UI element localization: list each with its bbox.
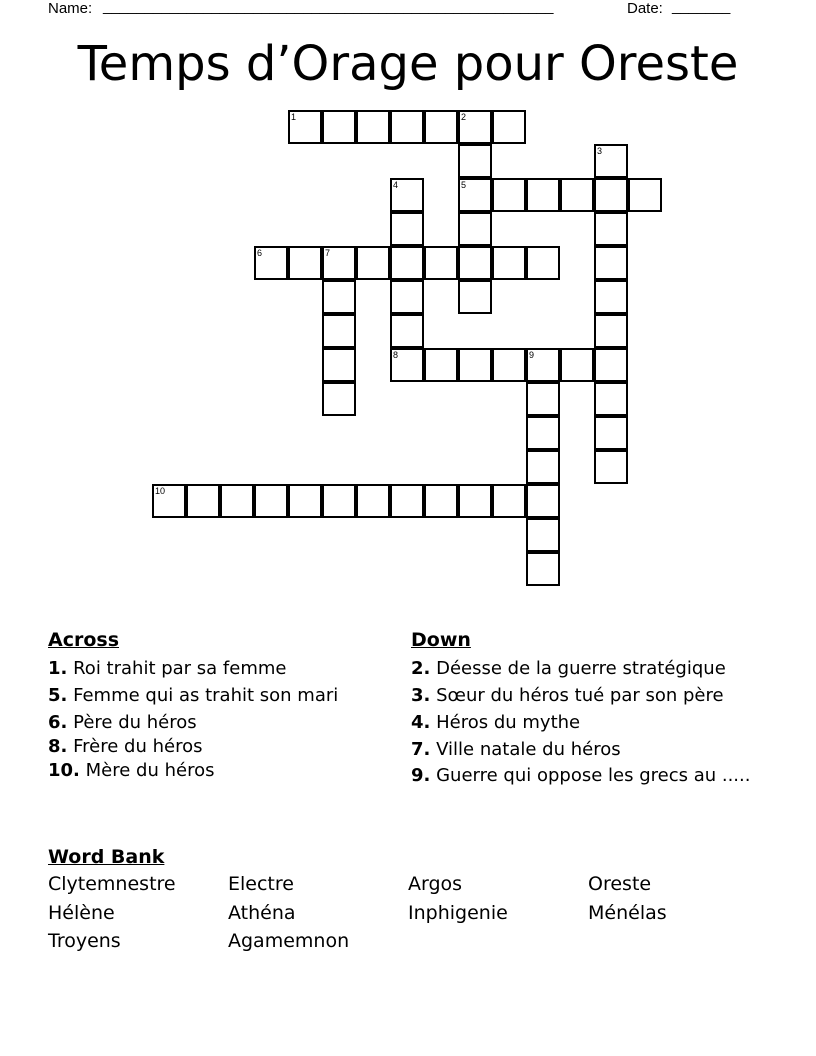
crossword-cell[interactable] [492,246,526,280]
clue-number: 3. [411,685,431,706]
crossword-cell[interactable] [526,450,560,484]
crossword-cell[interactable] [526,552,560,586]
crossword-cell[interactable] [390,246,424,280]
crossword-cell[interactable] [492,348,526,382]
crossword-cell[interactable] [492,110,526,144]
clue-number: 9. [411,765,431,786]
cell-number: 10 [155,486,166,496]
clue-across-8 [48,734,338,760]
clue-down-9 [411,764,751,788]
cell-number: 8 [393,350,399,360]
crossword-cell[interactable] [288,110,322,144]
down-heading: Down [411,629,471,651]
clue-text: Père du héros [73,712,197,733]
crossword-cell[interactable] [288,484,322,518]
word-bank-item: Oreste [588,873,652,895]
word-bank-item: Hélène [48,902,115,924]
page-title: Temps d’Orage pour Oreste [77,36,739,92]
crossword-cell[interactable] [322,484,356,518]
crossword-cell[interactable] [390,484,424,518]
word-bank-item: Electre [228,873,294,895]
cell-number: 6 [257,248,263,258]
crossword-cell[interactable] [356,246,390,280]
crossword-cell[interactable] [356,110,390,144]
crossword-cell[interactable] [322,314,356,348]
crossword-cell[interactable] [594,280,628,314]
clue-text: Femme qui as trahit son mari [73,685,339,706]
crossword-cell[interactable] [492,178,526,212]
crossword-cell[interactable] [526,382,560,416]
name-line[interactable]: ______________________________________________________ [103,0,554,15]
date-label: Date: [627,0,663,17]
crossword-cell[interactable] [594,314,628,348]
clue-text: Mère du héros [85,760,215,781]
clue-number: 6. [48,712,68,733]
crossword-cell[interactable] [560,348,594,382]
crossword-cell[interactable] [526,348,560,382]
crossword-cell[interactable] [526,484,560,518]
crossword-cell[interactable] [628,178,662,212]
cell-number: 1 [291,112,297,122]
clue-down-4 [411,710,751,736]
crossword-cell[interactable] [492,484,526,518]
crossword-cell[interactable] [594,246,628,280]
clue-number: 5. [48,685,68,706]
crossword-cell[interactable] [458,178,492,212]
crossword-cell[interactable] [594,382,628,416]
cell-number: 9 [529,350,535,360]
date-line[interactable]: _______ [672,0,731,15]
clue-number: 2. [411,658,431,679]
crossword-cell[interactable] [390,280,424,314]
crossword-cell[interactable] [390,314,424,348]
clue-down-3 [411,683,751,709]
word-bank-item: Agamemnon [228,930,350,952]
across-clues [48,656,338,784]
crossword-cell[interactable] [526,246,560,280]
crossword-cell[interactable] [322,110,356,144]
clue-number: 1. [48,658,68,679]
crossword-cell[interactable] [560,178,594,212]
crossword-cell[interactable] [390,212,424,246]
down-clues [411,656,751,788]
clue-text: Ville natale du héros [436,739,621,760]
crossword-cell[interactable] [458,484,492,518]
word-bank-item: Troyens [48,930,121,952]
clue-text: Guerre qui oppose les grecs au ..... [436,765,751,786]
crossword-cell[interactable] [322,382,356,416]
clue-number: 10. [48,760,80,781]
cell-number: 5 [461,180,467,190]
crossword-cell[interactable] [322,280,356,314]
clue-text: Frère du héros [73,736,203,757]
clue-number: 4. [411,712,431,733]
crossword-cell[interactable] [152,484,186,518]
crossword-cell[interactable] [458,280,492,314]
crossword-cell[interactable] [424,110,458,144]
crossword-cell[interactable] [322,246,356,280]
crossword-cell[interactable] [254,484,288,518]
crossword-cell[interactable] [594,178,628,212]
crossword-cell[interactable] [526,178,560,212]
crossword-cell[interactable] [322,348,356,382]
crossword-cell[interactable] [594,144,628,178]
cell-number: 4 [393,180,399,190]
crossword-cell[interactable] [458,144,492,178]
crossword-cell[interactable] [254,246,288,280]
crossword-cell[interactable] [526,518,560,552]
word-bank-item: Argos [408,873,463,895]
crossword-cell[interactable] [594,348,628,382]
cell-number: 2 [461,112,467,122]
clue-text: Héros du mythe [436,712,581,733]
word-bank-item: Inphigenie [408,902,508,924]
crossword-cell[interactable] [288,246,322,280]
crossword-cell[interactable] [458,246,492,280]
crossword-cell[interactable] [594,416,628,450]
cell-number: 7 [325,248,331,258]
name-label-text: Name: [48,0,93,17]
crossword-cell[interactable] [458,110,492,144]
word-bank-item: Clytemnestre [48,873,176,895]
word-bank-heading: Word Bank [48,846,165,868]
crossword-cell[interactable] [186,484,220,518]
crossword-cell[interactable] [458,212,492,246]
crossword-cell[interactable] [390,110,424,144]
clue-across-5 [48,683,338,709]
clue-across-10 [48,758,338,784]
across-heading: Across [48,629,120,651]
clue-down-7 [411,737,751,763]
clue-text: Déesse de la guerre stratégique [436,658,726,679]
crossword-cell[interactable] [594,212,628,246]
clue-number: 8. [48,736,68,757]
crossword-cell[interactable] [458,348,492,382]
crossword-cell[interactable] [424,246,458,280]
clue-across-1 [48,656,338,682]
word-bank-item: Ménélas [588,902,667,924]
word-bank-item: Athéna [228,902,296,924]
clue-text: Sœur du héros tué par son père [436,685,724,706]
clue-text: Roi trahit par sa femme [73,658,287,679]
crossword-cell[interactable] [526,416,560,450]
crossword-cell[interactable] [424,484,458,518]
cell-number: 3 [597,146,603,156]
clue-across-6 [48,710,338,736]
clue-number: 7. [411,739,431,760]
clue-down-2 [411,656,751,682]
crossword-cell[interactable] [390,178,424,212]
crossword-cell[interactable] [356,484,390,518]
crossword-cell[interactable] [220,484,254,518]
crossword-cell[interactable] [594,450,628,484]
crossword-cell[interactable] [390,348,424,382]
crossword-cell[interactable] [424,348,458,382]
